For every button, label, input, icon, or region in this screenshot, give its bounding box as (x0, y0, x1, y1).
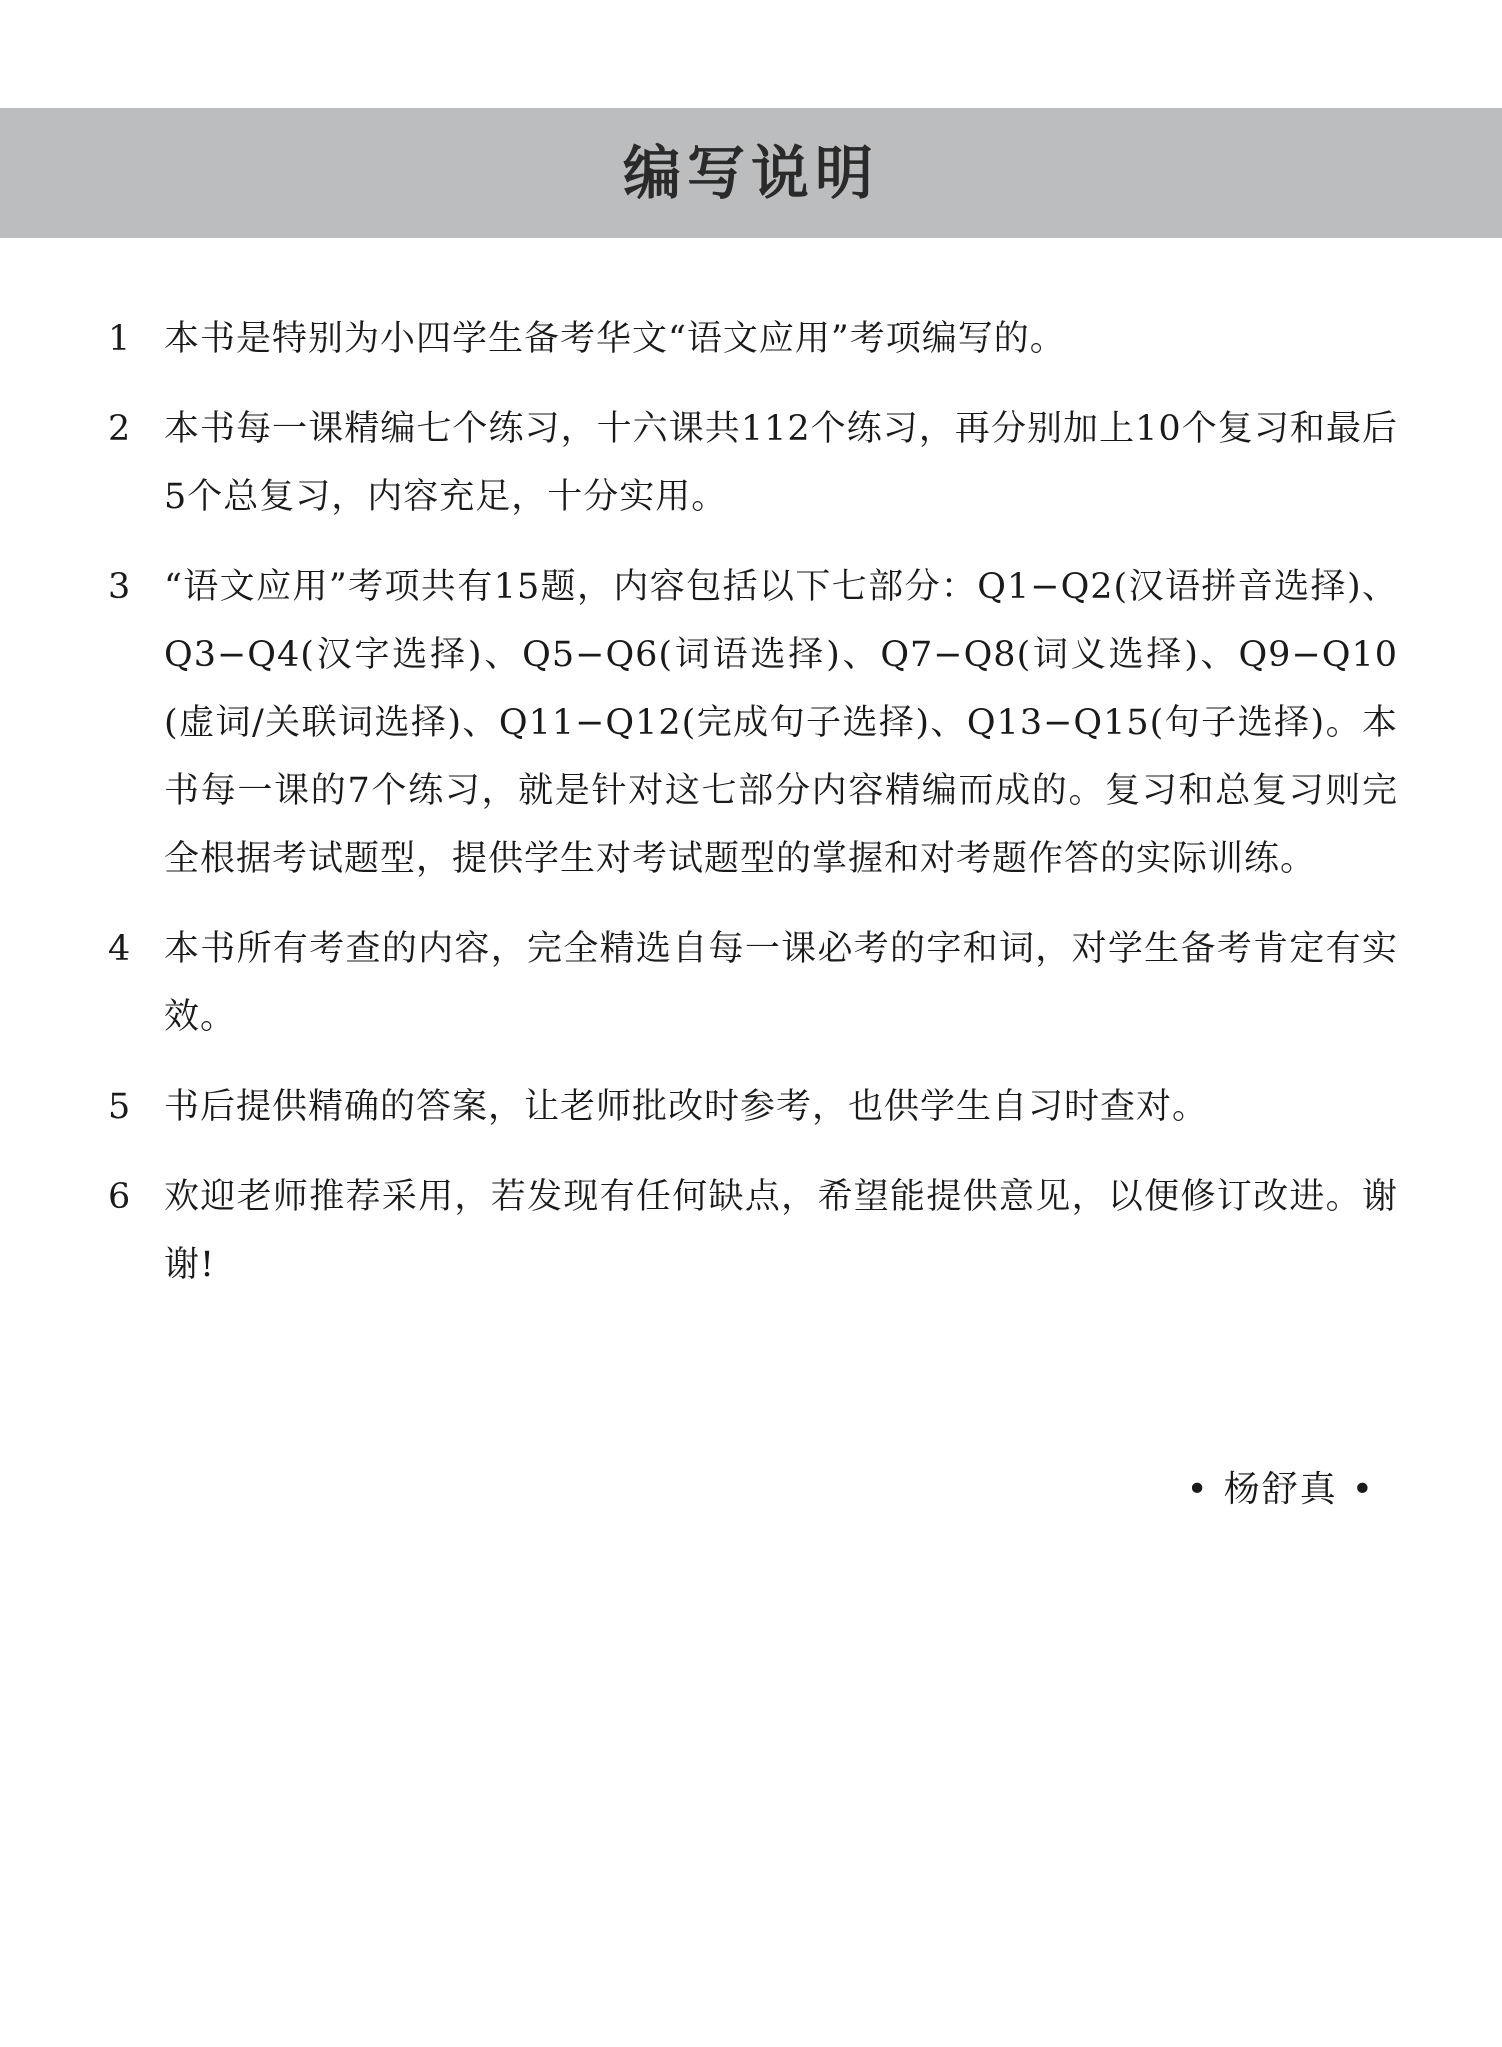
bullet-dot-right: • (1351, 1469, 1375, 1510)
note-text: 欢迎老师推荐采用，若发现有任何缺点，希望能提供意见，以便修订改进。谢谢! (164, 1177, 1398, 1285)
note-item-6 (108, 1163, 1398, 1299)
note-number: 2 (108, 409, 131, 449)
note-item-1 (108, 305, 1398, 373)
note-text: 书后提供精确的答案，让老师批改时参考，也供学生自习时查对。 (164, 1087, 1209, 1127)
author-signature (1173, 1465, 1389, 1515)
note-text: 本书每一课精编七个练习，十六课共112个练习，再分别加上10个复习和最后5个总复习，内容充足，十分实用。 (164, 409, 1398, 517)
note-item-3 (108, 553, 1398, 893)
note-item-5 (108, 1073, 1398, 1141)
note-item-2 (108, 395, 1398, 531)
note-number: 4 (108, 929, 131, 969)
note-text: “语文应用”考项共有15题，内容包括以下七部分：Q1−Q2(汉语拼音选择)、Q3−Q4(汉字选择)、Q5−Q6(词语选择)、Q7−Q8(词义选择)、Q9−Q10(虚词/关联词选择)、Q11−Q12(完成句子选择)、Q13−Q15(句子选择)。本书每一课的7个练习，就是针对这七部分内容精编而成的。复习和总复习则完全根据考试题型，提供学生对考试题型的掌握和对考题作答的实际训练。 (164, 567, 1398, 879)
note-number: 1 (108, 319, 131, 359)
author-name: 杨舒真 (1223, 1469, 1338, 1510)
bullet-dot-left: • (1186, 1469, 1210, 1510)
header-band (0, 108, 1502, 238)
note-number: 5 (108, 1087, 131, 1127)
note-item-4 (108, 915, 1398, 1051)
note-text: 本书是特别为小四学生备考华文“语文应用”考项编写的。 (164, 319, 1066, 359)
notes-list (108, 305, 1398, 1321)
note-text: 本书所有考查的内容，完全精选自每一课必考的字和词，对学生备考肯定有实效。 (164, 929, 1398, 1037)
page-title: 编写说明 (622, 139, 879, 207)
note-number: 6 (108, 1177, 131, 1217)
note-number: 3 (108, 567, 131, 607)
